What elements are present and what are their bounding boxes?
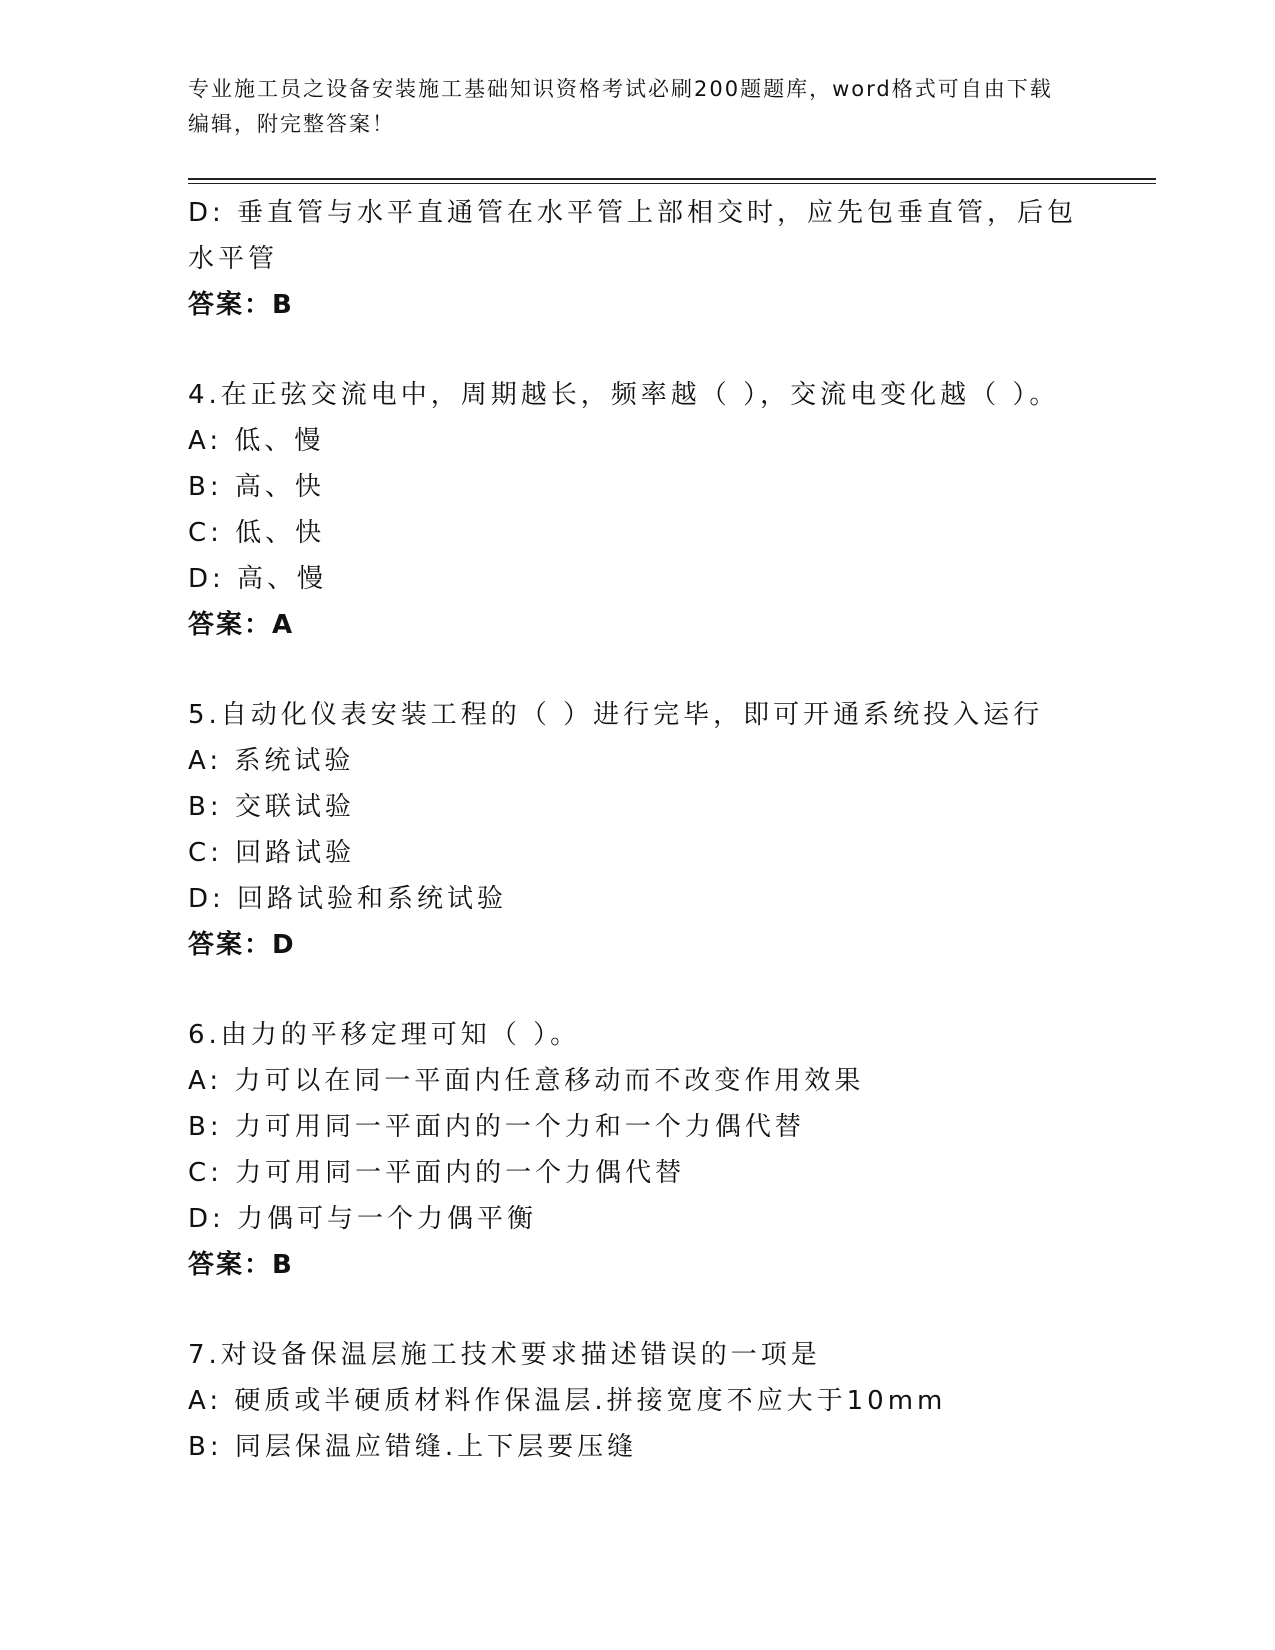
option-b: B: 高、快 bbox=[188, 472, 325, 502]
answer-line: 答案：D bbox=[188, 930, 296, 960]
option-d: D: 回路试验和系统试验 bbox=[188, 884, 508, 914]
document-body bbox=[188, 190, 1088, 1470]
option-a: A: 低、慢 bbox=[188, 426, 325, 456]
answer-line: 答案：B bbox=[188, 290, 294, 320]
option-c: C: 低、快 bbox=[188, 518, 326, 548]
document-header: 专业施工员之设备安装施工基础知识资格考试必刷200题题库，word格式可自由下载编辑，附完整答案！ bbox=[188, 77, 1053, 136]
option-d: D: 高、慢 bbox=[188, 564, 328, 594]
option-d: D: 力偶可与一个力偶平衡 bbox=[188, 1204, 538, 1234]
header-divider-thick bbox=[188, 178, 1156, 180]
option-a: A: 力可以在同一平面内任意移动而不改变作用效果 bbox=[188, 1066, 865, 1096]
answer-line: 答案：A bbox=[188, 610, 295, 640]
option-d: D: 垂直管与水平直通管在水平管上部相交时，应先包垂直管，后包水平管 bbox=[188, 198, 1078, 274]
question-stem: 6.由力的平移定理可知（ ）。 bbox=[188, 1020, 581, 1050]
option-c: C: 回路试验 bbox=[188, 838, 356, 868]
question-5 bbox=[188, 692, 1088, 968]
option-a: A: 系统试验 bbox=[188, 746, 355, 776]
question-stem: 4.在正弦交流电中，周期越长，频率越（ ），交流电变化越（ ）。 bbox=[188, 380, 1060, 410]
option-a: A: 硬质或半硬质材料作保温层.拼接宽度不应大于10mm bbox=[188, 1386, 947, 1416]
question-7 bbox=[188, 1332, 1088, 1470]
option-b: B: 交联试验 bbox=[188, 792, 355, 822]
question-stem: 5.自动化仪表安装工程的（ ）进行完毕，即可开通系统投入运行 bbox=[188, 700, 1044, 730]
option-b: B: 力可用同一平面内的一个力和一个力偶代替 bbox=[188, 1112, 805, 1142]
option-b: B: 同层保温应错缝.上下层要压缝 bbox=[188, 1432, 638, 1462]
question-6 bbox=[188, 1012, 1088, 1288]
header-divider-thin bbox=[188, 183, 1156, 184]
question-4 bbox=[188, 372, 1088, 648]
question-3-continuation bbox=[188, 190, 1088, 328]
question-stem: 7.对设备保温层施工技术要求描述错误的一项是 bbox=[188, 1340, 821, 1370]
answer-line: 答案：B bbox=[188, 1250, 294, 1280]
option-c: C: 力可用同一平面内的一个力偶代替 bbox=[188, 1158, 686, 1188]
